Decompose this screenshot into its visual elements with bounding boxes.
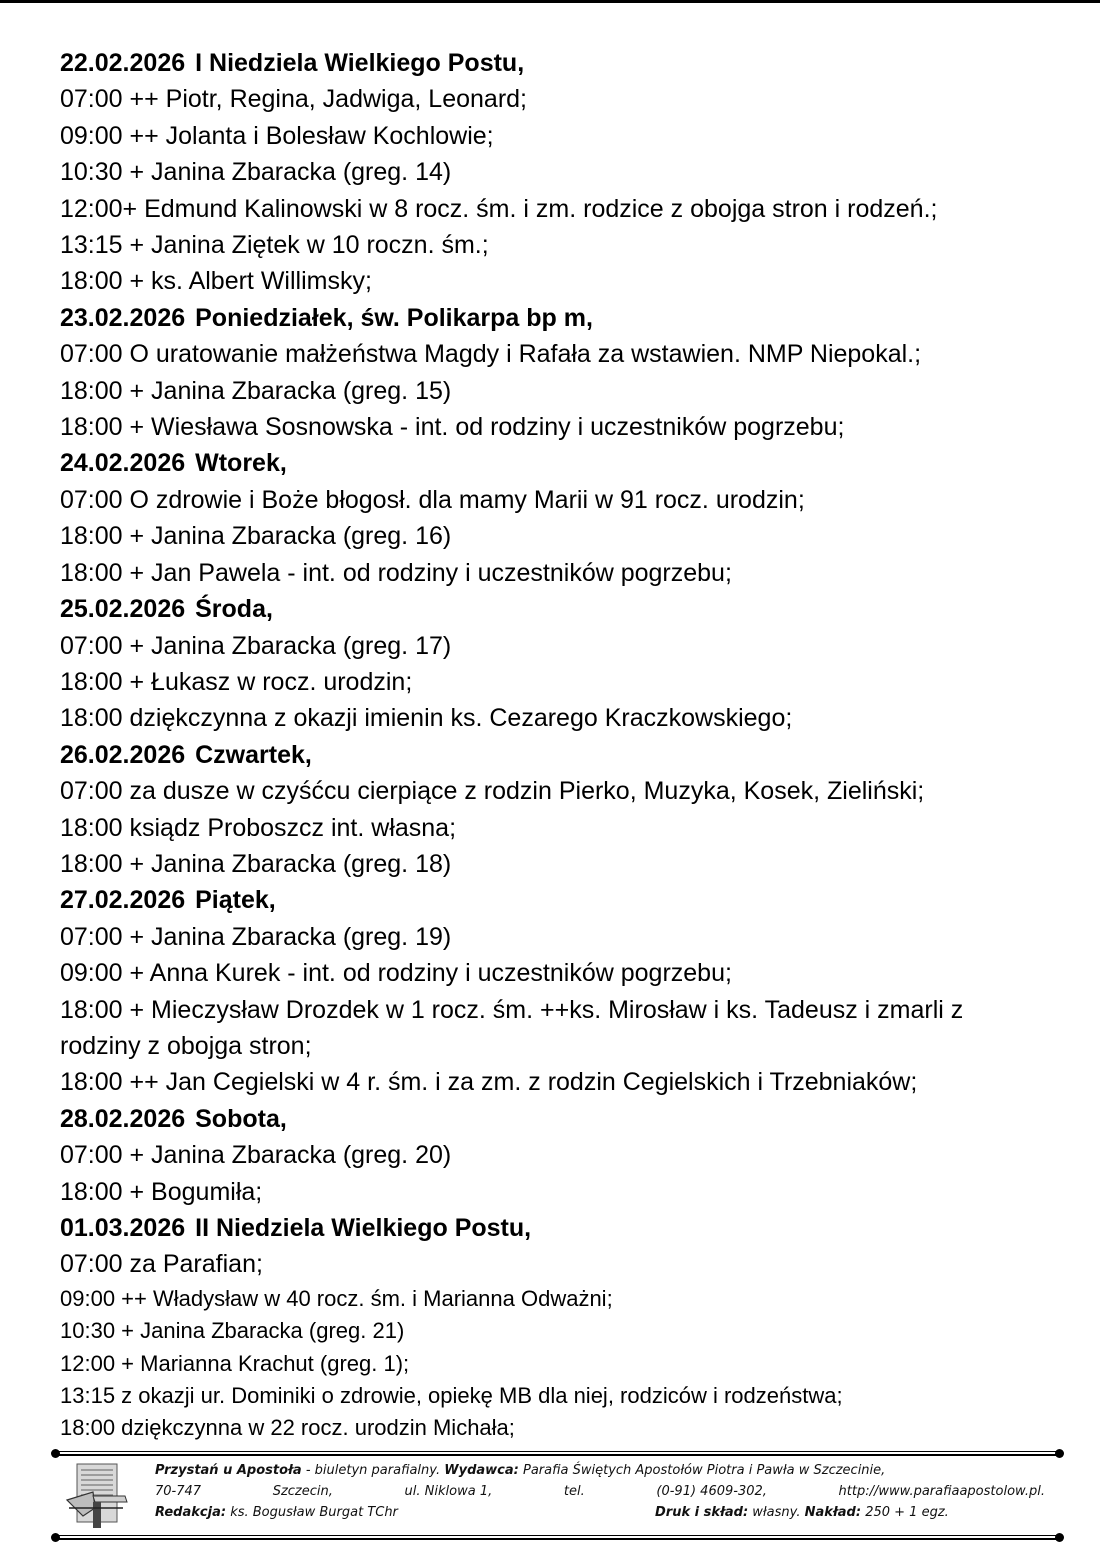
mass-intention: 18:00 + Wiesława Sosnowska - int. od rodziny i uczestników pogrzebu; (60, 413, 845, 442)
day-title: Czwartek, (195, 740, 312, 769)
mass-intention: 18:00 dziękczynna z okazji imienin ks. Cezarego Kraczkowskiego; (60, 704, 793, 733)
day-date: 26.02.2026 (60, 740, 186, 769)
mass-intention: 07:00 ++ Piotr, Regina, Jadwiga, Leonard; (60, 85, 527, 114)
day-title: Sobota, (195, 1104, 287, 1133)
bulletin-name: Przystań u Apostoła (155, 1463, 302, 1478)
mass-intention: 09:00 ++ Władysław w 40 rocz. śm. i Marianna Odważni; (60, 1285, 613, 1311)
run-value: 250 + 1 egz. (865, 1505, 949, 1520)
colophon (155, 1460, 1045, 1523)
mass-intention: 07:00 + Janina Zbaracka (greg. 17) (60, 631, 452, 660)
day-header (60, 591, 1090, 627)
top-rule (0, 0, 1100, 3)
mass-intention: 07:00 O zdrowie i Boże błogosł. dla mamy Marii w 91 rocz. urodzin; (60, 485, 805, 514)
day-date: 27.02.2026 (60, 886, 186, 915)
mass-intention: 18:00 + Janina Zbaracka (greg. 15) (60, 376, 452, 405)
day-header (60, 882, 1090, 918)
day-header (60, 45, 1090, 81)
editor-label: Redakcja: (155, 1505, 227, 1520)
phone-label: tel. (563, 1484, 585, 1499)
mass-intention: 10:30 + Janina Zbaracka (greg. 21) (60, 1318, 405, 1344)
day-header (60, 300, 1090, 336)
run-label: Nakład: (804, 1505, 862, 1520)
footer-top-rule (55, 1451, 1060, 1456)
mass-intention: 18:00 dziękczynna w 22 rocz. urodzin Michała; (60, 1415, 515, 1441)
mass-intention: 18:00 + Janina Zbaracka (greg. 18) (60, 849, 452, 878)
mass-intention: 13:15 + Janina Ziętek w 10 roczn. śm.; (60, 231, 489, 260)
day-date: 25.02.2026 (60, 595, 186, 624)
day-title: I Niedziela Wielkiego Postu, (195, 49, 525, 77)
website-link[interactable]: http://www.parafiaapostolow.pl. (838, 1484, 1045, 1499)
day-title: Środa, (195, 595, 273, 624)
day-date: 28.02.2026 (60, 1104, 186, 1133)
mass-intention: 12:00+ Edmund Kalinowski w 8 rocz. śm. i zm. rodzice z obojga stron i rodzeń.; (60, 194, 938, 223)
mass-intention: 10:30 + Janina Zbaracka (greg. 14) (60, 158, 452, 187)
mass-intention: 18:00 + Łukasz w rocz. urodzin; (60, 667, 413, 696)
mass-intention: 09:00 + Anna Kurek - int. od rodziny i uczestników pogrzebu; (60, 959, 732, 988)
bulletin-desc: - biuletyn parafialny. (305, 1463, 441, 1478)
phone: (0-91) 4609-302, (656, 1484, 767, 1499)
day-header (60, 445, 1090, 481)
mass-intention: 18:00 + ks. Albert Willimsky; (60, 267, 372, 296)
day-header (60, 1210, 1090, 1246)
mass-intention: 13:15 z okazji ur. Dominiki o zdrowie, opiekę MB dla niej, rodziców i rodzeństwa; (60, 1383, 843, 1409)
day-header (60, 737, 1090, 773)
day-title: Wtorek, (195, 449, 287, 478)
day-title: II Niedziela Wielkiego Postu, (195, 1214, 532, 1242)
day-date: 01.03.2026 (60, 1214, 186, 1242)
mass-intention: 07:00 O uratowanie małżeństwa Magdy i Rafała za wstawien. NMP Niepokal.; (60, 340, 922, 369)
mass-intention: 07:00 za Parafian; (60, 1250, 263, 1279)
day-title: Poniedziałek, św. Polikarpa bp m, (195, 303, 593, 332)
mass-intention: 18:00 + Jan Pawela - int. od rodziny i uczestników pogrzebu; (60, 558, 732, 587)
mass-intention: 07:00 + Janina Zbaracka (greg. 20) (60, 1141, 452, 1170)
mass-intention: 18:00 ksiądz Proboszcz int. własna; (60, 813, 457, 842)
mass-intention: 09:00 ++ Jolanta i Bolesław Kochlowie; (60, 121, 494, 150)
editor-name: ks. Bogusław Burgat TChr (230, 1505, 398, 1520)
mass-intention: 18:00 + Mieczysław Drozdek w 1 rocz. śm. ++ks. Mirosław i ks. Tadeusz i zmarli z rodziny z obojga stron; (60, 995, 964, 1060)
parish-logo (63, 1462, 133, 1530)
mass-intention: 18:00 ++ Jan Cegielski w 4 r. śm. i za zm. z rodzin Cegielskich i Trzebniaków; (60, 1068, 918, 1097)
postal-code: 70-747 (155, 1484, 202, 1499)
street: ul. Niklowa 1, (404, 1484, 493, 1499)
mass-schedule (60, 45, 1090, 1445)
day-date: 24.02.2026 (60, 449, 186, 478)
print-value: własny. (752, 1505, 801, 1520)
print-label: Druk i skład: (655, 1505, 749, 1520)
city: Szczecin, (272, 1484, 333, 1499)
day-header (60, 1101, 1090, 1137)
mass-intention: 07:00 za dusze w czyśćcu cierpiące z rodzin Pierko, Muzyka, Kosek, Zieliński; (60, 777, 925, 806)
mass-intention: 07:00 + Janina Zbaracka (greg. 19) (60, 922, 452, 951)
footer (55, 1445, 1060, 1545)
day-date: 23.02.2026 (60, 303, 186, 332)
mass-intention: 18:00 + Bogumiła; (60, 1177, 263, 1206)
mass-intention: 12:00 + Marianna Krachut (greg. 1); (60, 1350, 410, 1376)
footer-bottom-rule (55, 1535, 1060, 1540)
day-date: 22.02.2026 (60, 49, 186, 77)
publisher-name: Parafia Świętych Apostołów Piotra i Pawła w Szczecinie, (522, 1463, 886, 1478)
mass-intention: 18:00 + Janina Zbaracka (greg. 16) (60, 522, 452, 551)
publisher-label: Wydawca: (444, 1463, 519, 1478)
day-title: Piątek, (195, 886, 276, 915)
